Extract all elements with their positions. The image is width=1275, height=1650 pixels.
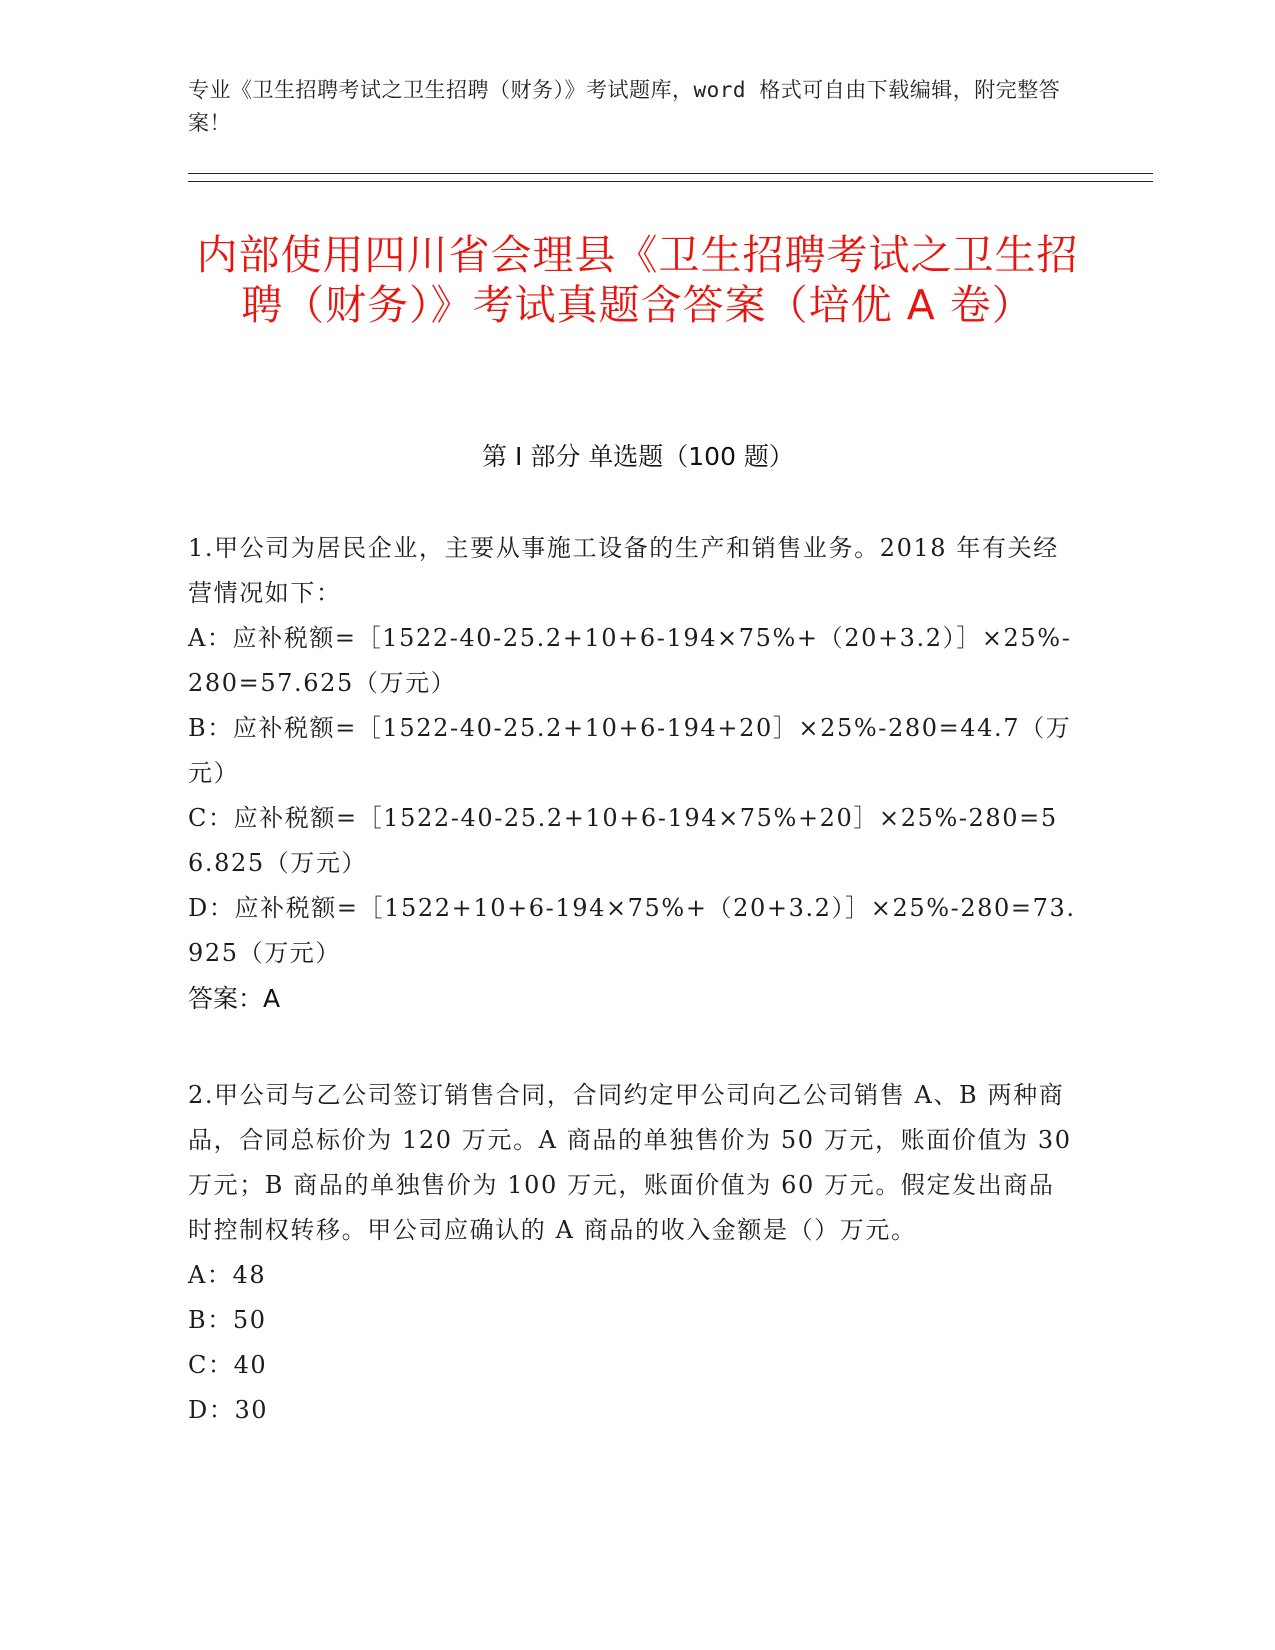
header-note: 专业《卫生招聘考试之卫生招聘（财务）》考试题库，word 格式可自由下载编辑，附完整答案！: [188, 78, 1061, 135]
option-a: A：48: [188, 1261, 267, 1289]
header-divider-top: [188, 173, 1153, 174]
answer-line: 答案：A: [188, 984, 281, 1013]
question-2: [188, 1073, 1081, 1433]
document-title: 内部使用四川省会理县《卫生招聘考试之卫生招聘（财务）》考试真题含答案（培优 A 卷）: [196, 231, 1079, 329]
question-stem: 1.甲公司为居民企业，主要从事施工设备的生产和销售业务。2018 年有关经营情况如下：: [188, 534, 1059, 607]
question-list: [188, 526, 1081, 1485]
section-heading: 第 I 部分 单选题（100 题）: [482, 442, 794, 471]
option-b: B：应补税额=［1522-40-25.2+10+6-194+20］×25%-280=44.7（万元）: [188, 714, 1072, 787]
question-stem: 2.甲公司与乙公司签订销售合同，合同约定甲公司向乙公司销售 A、B 两种商品，合同总标价为 120 万元。A 商品的单独售价为 50 万元，账面价值为 30 万元；B 商品的单独售价为 100 万元，账面价值为 60 万元。假定发出商品时控制权转移。甲公司应确认的 A 商品的收入金额是（）万元。: [188, 1081, 1081, 1244]
header-divider-bottom: [188, 181, 1153, 182]
question-1: [188, 526, 1078, 1021]
option-a: A：应补税额=［1522-40-25.2+10+6-194×75%+（20+3.2）］×25%-280=57.625（万元）: [188, 624, 1072, 697]
option-c: C：40: [188, 1351, 268, 1379]
option-c: C：应补税额=［1522-40-25.2+10+6-194×75%+20］×25%-280=56.825（万元）: [188, 804, 1058, 877]
option-b: B：50: [188, 1306, 267, 1334]
option-d: D：30: [188, 1396, 269, 1424]
option-d: D：应补税额=［1522+10+6-194×75%+（20+3.2）］×25%-280=73.925（万元）: [188, 894, 1076, 967]
